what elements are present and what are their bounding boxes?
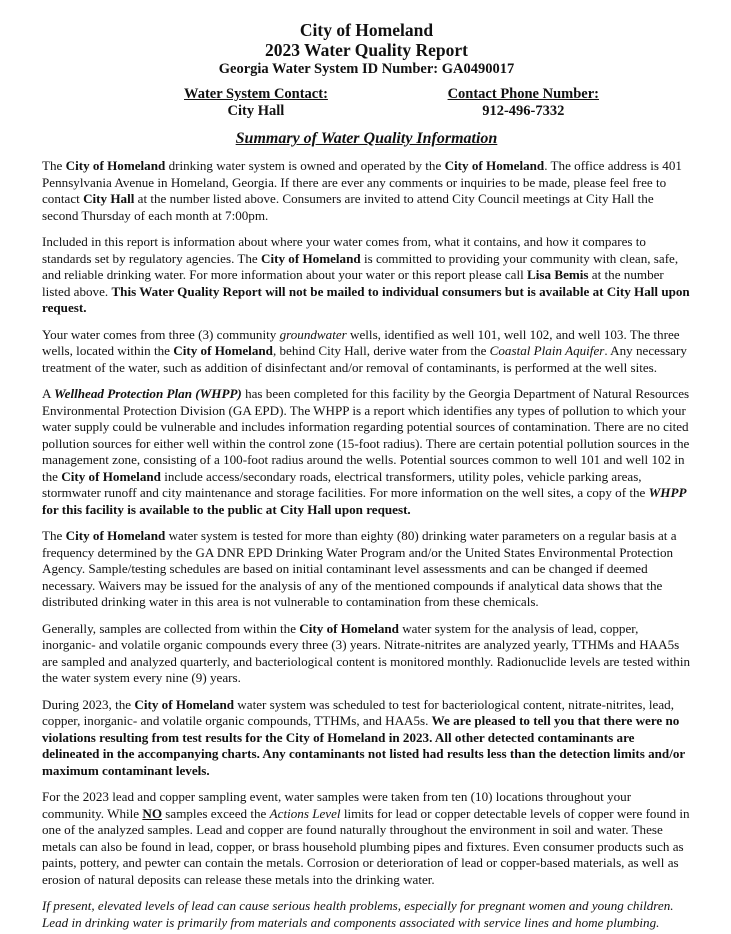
- contact-column: [184, 86, 328, 120]
- phone-label: Contact Phone Number:: [447, 86, 599, 102]
- paragraph-report-info: Included in this report is information about where your water comes from, what it contains, and how it compares to standards set by regulatory agencies. The City of Homeland is committed to providing your community with clean, safe, and reliable drinking water. For more information about your water or this report please call Lisa Bemis at the number listed above. This Water Quality Report will not be mailed to individual consumers but is available at City Hall upon request.: [42, 234, 690, 315]
- paragraph-lead-health: If present, elevated levels of lead can cause serious health problems, especially for pregnant women and young children. Lead in drinking water is primarily from materials and components associated with service lines and home plumbing.: [42, 898, 674, 930]
- contact-value: City Hall: [227, 103, 285, 119]
- system-id: Georgia Water System ID Number: GA0490017: [218, 61, 515, 77]
- paragraph-testing: The City of Homeland water system is tested for more than eighty (80) drinking water parameters on a regular basis at a frequency determined by the GA DNR EPD Drinking Water Program and/or the United States Environmental Protection Agency. Sample/testing schedules are based on initial contaminant level assessments and can be changed if deemed necessary. Waivers may be issued for the analysis of any of the mentioned compounds if analytical data shows that the distributed drinking water in this area is not vulnerable to contamination from these chemicals.: [42, 528, 677, 609]
- paragraph-ownership: The City of Homeland drinking water system is owned and operated by the City of Homeland. The office address is 401 Pennsylvania Avenue in Homeland, Georgia. If there are ever any comments or inquiries to be made, please feel free to contact City Hall at the number listed above. Consumers are invited to attend City Council meetings at City Hall the second Thursday of each month at 7:00pm.: [42, 158, 682, 223]
- contact-label: Water System Contact:: [184, 86, 328, 102]
- summary-heading: Summary of Water Quality Information: [235, 130, 498, 147]
- phone-column: [448, 86, 599, 120]
- paragraph-2023-results: During 2023, the City of Homeland water system was scheduled to test for bacteriological content, nitrate-nitrites, lead, copper, inorganic- and volatile organic compounds, TTHMs, and HAA5s. We are pleased to tell you that there were no violations resulting from test results for the City of Homeland in 2023. All other detected contaminants are delineated in the accompanying charts. Any contaminants not listed had results less than the detection limits and/or maximum contaminant levels.: [42, 696, 685, 778]
- report-title: City of Homeland: [299, 20, 434, 40]
- paragraph-sampling-schedule: Generally, samples are collected from within the City of Homeland water system for the analysis of lead, copper, inorganic- and volatile organic compounds every three (3) years. Nitrate-nitrites are analyzed yearly, TTHMs and HAA5s are sampled and analyzed quarterly, and bacteriological content is monitored monthly. Radionuclide levels are tested within the water system every nine (9) years.: [42, 620, 691, 685]
- paragraph-water-source: Your water comes from three (3) community groundwater wells, identified as well 101, well 102, and well 103. The three wells, located within the City of Homeland, behind City Hall, derive water from the Coastal Plain Aquifer. Any necessary treatment of the water, such as addition of disinfectant and/or removal of contaminants, is performed at the well sites.: [42, 326, 687, 375]
- report-subtitle: 2023 Water Quality Report: [264, 40, 469, 60]
- phone-value: 912-496-7332: [482, 103, 565, 119]
- paragraph-whpp: A Wellhead Protection Plan (WHPP) has been completed for this facility by the Georgia Department of Natural Resources Environmental Protection Division (GA EPD). The WHPP is a report which identifies any types of pollution to which your water supply could be vulnerable and includes information regarding potential sources of contamination. There are no cited pollution sources for either well within the control zone (15-foot radius). There are certain potential pollution sources in the management zone, consisting of a 100-foot radius around the wells. Potential sources common to well 101 and well 102 in the City of Homeland include access/secondary roads, electrical transformers, utility poles, vehicle parking areas, stormwater runoff and city maintenance and storage facilities. For more information on the well sites, a copy of the WHPP for this facility is available to the public at City Hall upon request.: [42, 386, 690, 517]
- paragraph-lead-copper: For the 2023 lead and copper sampling event, water samples were taken from ten (10) locations throughout your community. While NO samples exceed the Actions Level limits for lead or copper detectable levels of copper were found in one of the analyzed samples. Lead and copper are found naturally throughout the environment in soil and water. These metals can also be found in lead, copper, or brass household plumbing pipes and fixtures. Even consumer products such as paints, pottery, and pewter can contain the metals. Corrosion or deterioration of lead or copper-based materials, as well as erosion of natural deposits can release these metals into the drinking water.: [42, 789, 690, 887]
- contact-block: [184, 86, 599, 120]
